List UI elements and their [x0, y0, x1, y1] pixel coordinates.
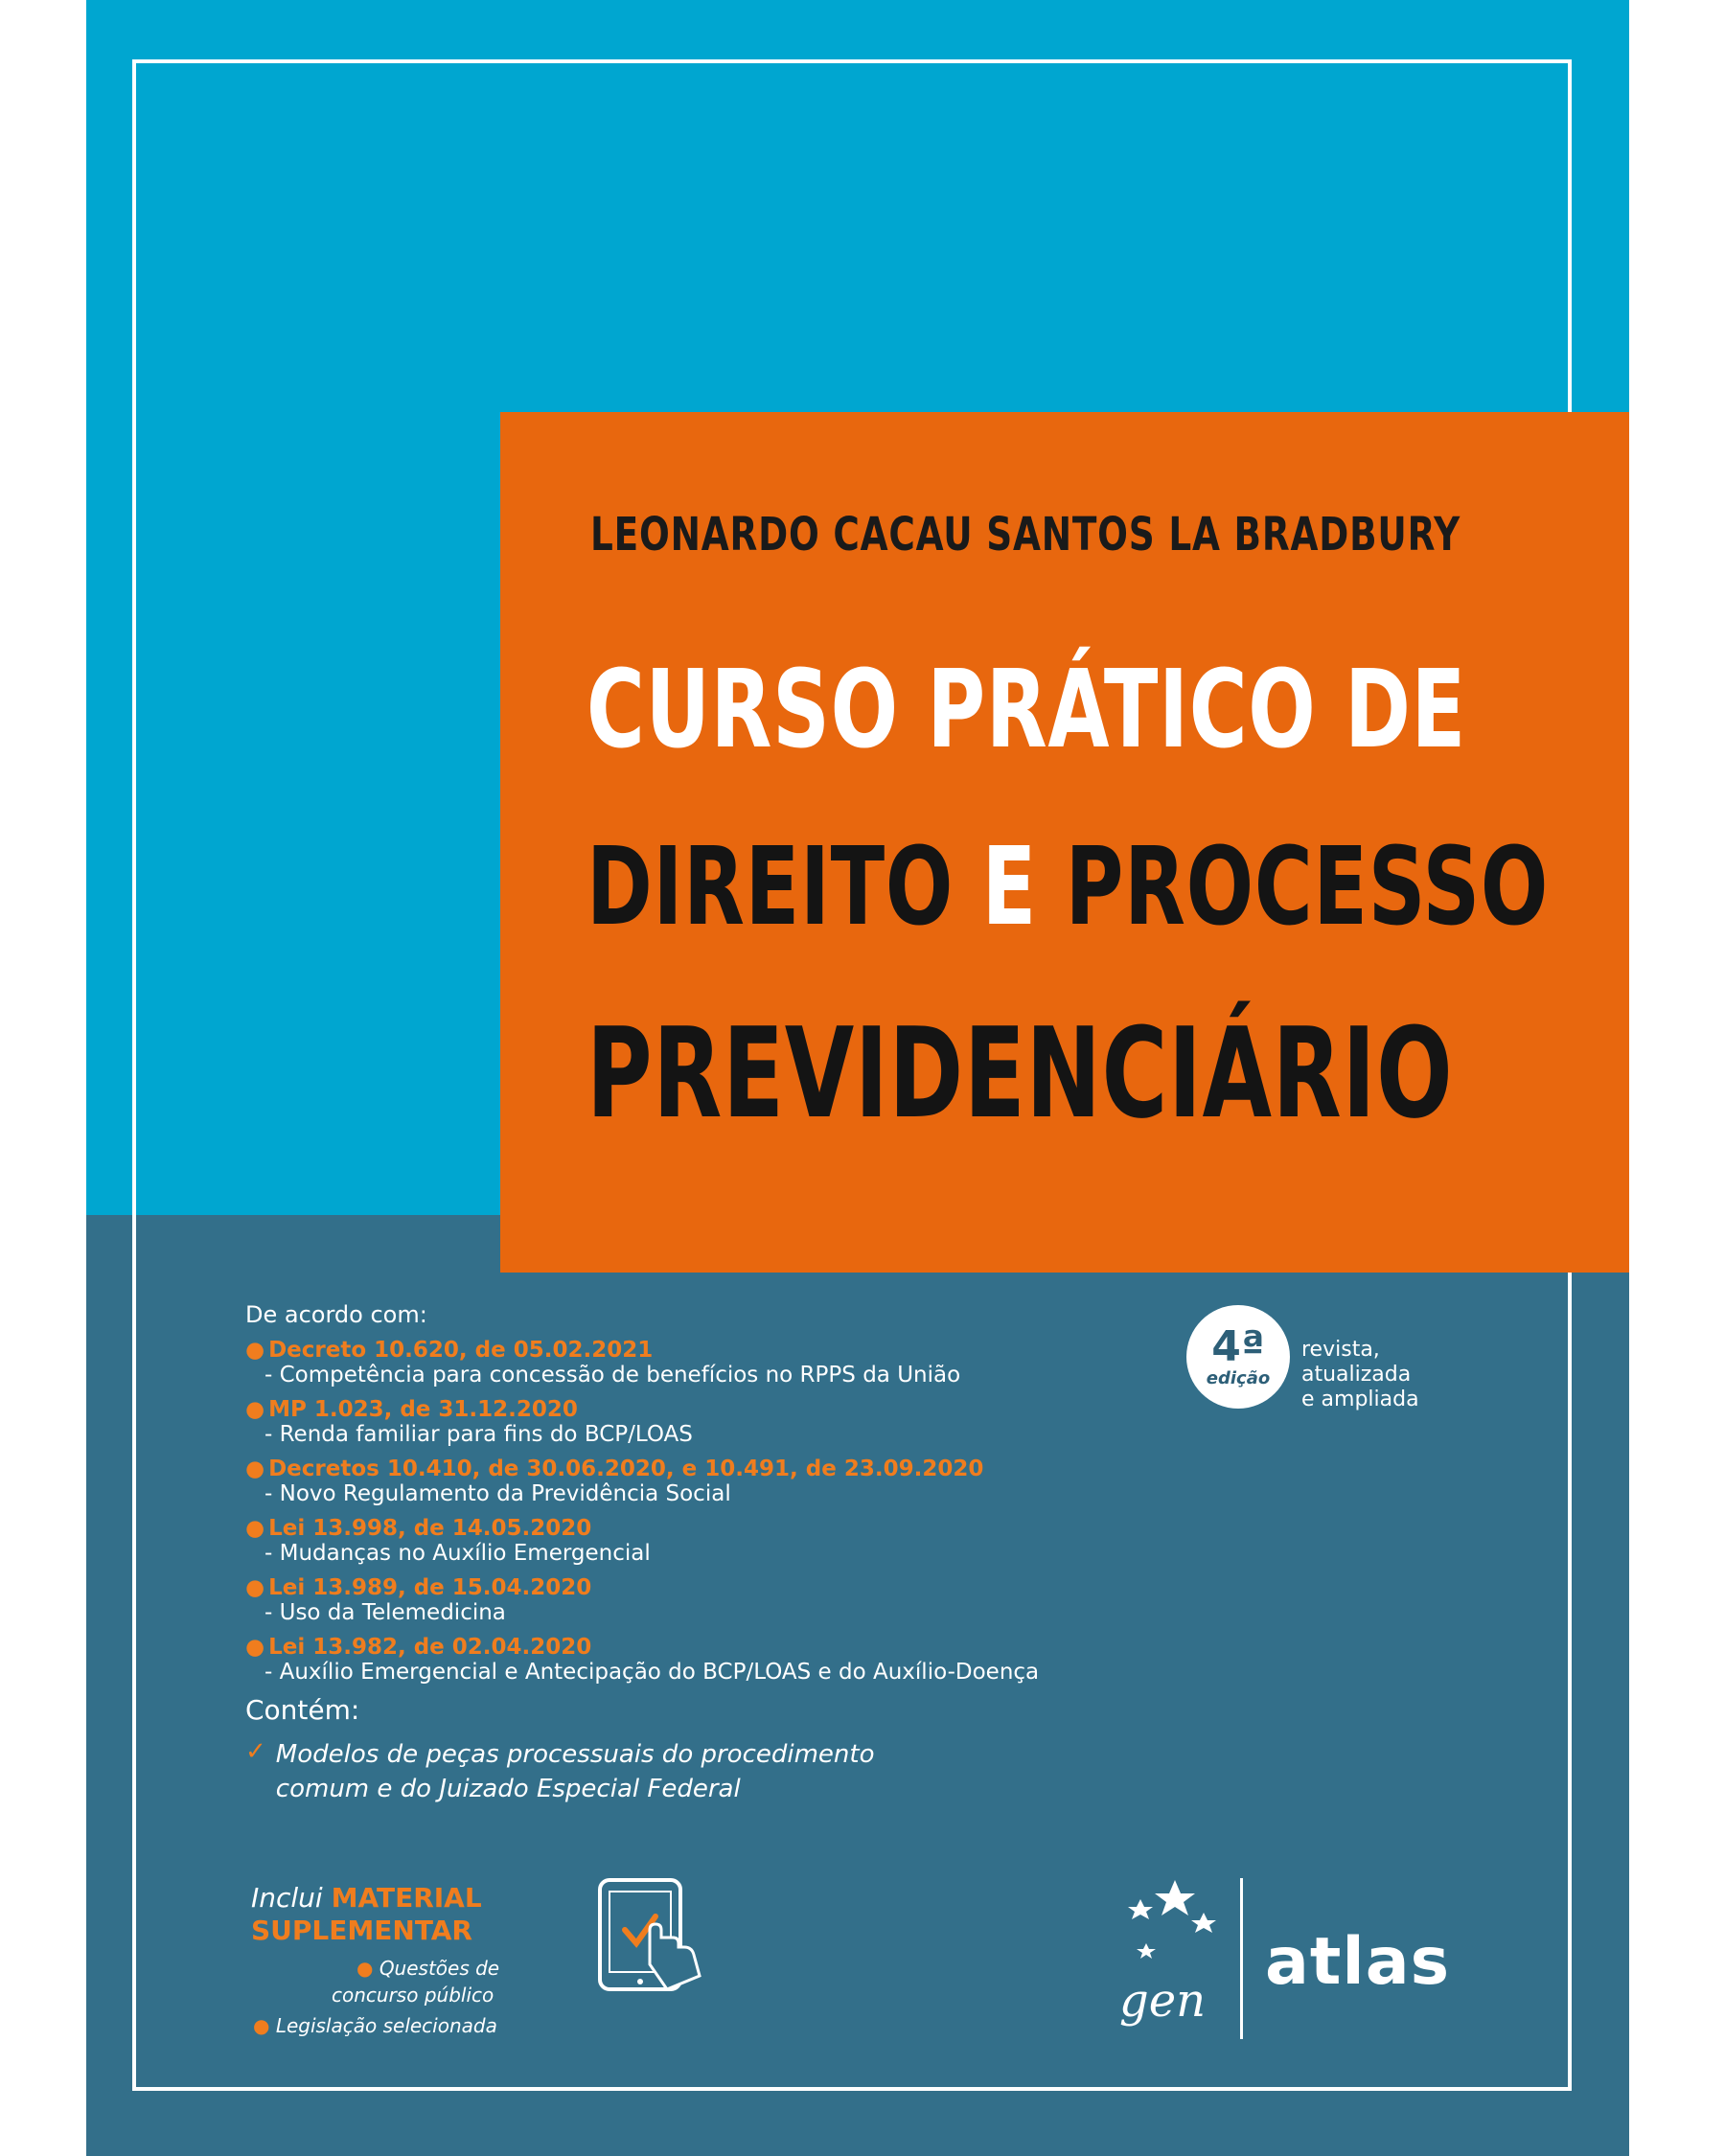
bullet-icon: ● [356, 1957, 380, 1980]
atlas-logo: atlas [1265, 1924, 1451, 2000]
bullet-icon: ● [245, 1575, 265, 1600]
supplement-heading [251, 1882, 499, 1947]
title-line-3: PREVIDENCIÁRIO [586, 1000, 1454, 1146]
edition-number: 4ª [1211, 1321, 1265, 1371]
author-name: LEONARDO CACAU SANTOS LA BRADBURY [590, 508, 1461, 562]
bullet-icon: ● [245, 1516, 265, 1541]
contents-line-2: comum e do Juizado Especial Federal [275, 1775, 741, 1803]
supplement-accent-2: SUPLEMENTAR [251, 1915, 472, 1946]
gen-logo-text: gen [1119, 1974, 1207, 2028]
checkmark-icon: ✓ [245, 1737, 266, 1766]
logo-divider [1240, 1878, 1243, 2039]
bullet-icon: ● [253, 2014, 276, 2037]
legislation-list [245, 1301, 1204, 1806]
gen-logo [1114, 1874, 1229, 2047]
law-description: - Uso da Telemedicina [264, 1600, 506, 1625]
law-item [245, 1575, 1204, 1625]
title-line-1: CURSO PRÁTICO DE [586, 648, 1466, 772]
law-title: Lei 13.989, de 15.04.2020 [268, 1575, 592, 1600]
law-item [245, 1635, 1204, 1685]
bullet-icon: ● [245, 1397, 265, 1422]
edition-badge [1186, 1305, 1290, 1409]
law-title: Lei 13.998, de 14.05.2020 [268, 1516, 592, 1541]
law-description: - Mudanças no Auxílio Emergencial [264, 1541, 651, 1566]
bullet-icon: ● [245, 1635, 265, 1660]
edition-description [1301, 1338, 1419, 1412]
book-cover [86, 0, 1629, 2156]
law-item [245, 1456, 1204, 1506]
law-title: Lei 13.982, de 02.04.2020 [268, 1635, 592, 1660]
edition-line-2: atualizada [1301, 1363, 1412, 1387]
contents-label: Contém: [245, 1694, 360, 1726]
supplement-item-1a: Questões de [379, 1957, 500, 1980]
supplementary-material [251, 1882, 499, 2039]
tablet-touch-icon [586, 1876, 711, 2001]
title-word-direito: DIREITO [586, 825, 982, 950]
edition-line-1: revista, [1301, 1338, 1380, 1362]
edition-line-3: e ampliada [1301, 1388, 1419, 1411]
supplement-item-1b: concurso público [332, 1984, 494, 2007]
contents-item [245, 1737, 1204, 1806]
supplement-accent-1: MATERIAL [331, 1882, 482, 1914]
law-title: Decretos 10.410, de 30.06.2020, e 10.491, de 23.09.2020 [268, 1456, 984, 1481]
law-title: Decreto 10.620, de 05.02.2021 [268, 1338, 654, 1363]
title-line-2 [586, 825, 1550, 950]
law-description: - Renda familiar para fins do BCP/LOAS [264, 1422, 693, 1447]
supplement-prefix: Inclui [251, 1882, 332, 1914]
bullet-icon: ● [245, 1338, 265, 1363]
law-title: MP 1.023, de 31.12.2020 [268, 1397, 578, 1422]
contents-line-1: Modelos de peças processuais do procedimento [275, 1740, 875, 1769]
law-description: - Auxílio Emergencial e Antecipação do BCP/LOAS e do Auxílio-Doença [264, 1660, 1040, 1685]
law-item [245, 1516, 1204, 1566]
title-word-e: E [981, 825, 1038, 950]
bullet-icon: ● [245, 1456, 265, 1481]
edition-badge-group [1186, 1305, 1419, 1412]
law-item [245, 1338, 1204, 1388]
title-block [500, 412, 1629, 1273]
supplement-list [251, 1955, 499, 2039]
law-description: - Competência para concessão de benefícios no RPPS da União [264, 1363, 961, 1388]
law-item [245, 1397, 1204, 1447]
supplement-item-2: Legislação selecionada [275, 2014, 497, 2037]
intro-label: De acordo com: [245, 1301, 427, 1328]
title-word-processo: PROCESSO [1037, 825, 1550, 950]
law-description: - Novo Regulamento da Previdência Social [264, 1481, 731, 1506]
edition-label: edição [1206, 1367, 1271, 1388]
